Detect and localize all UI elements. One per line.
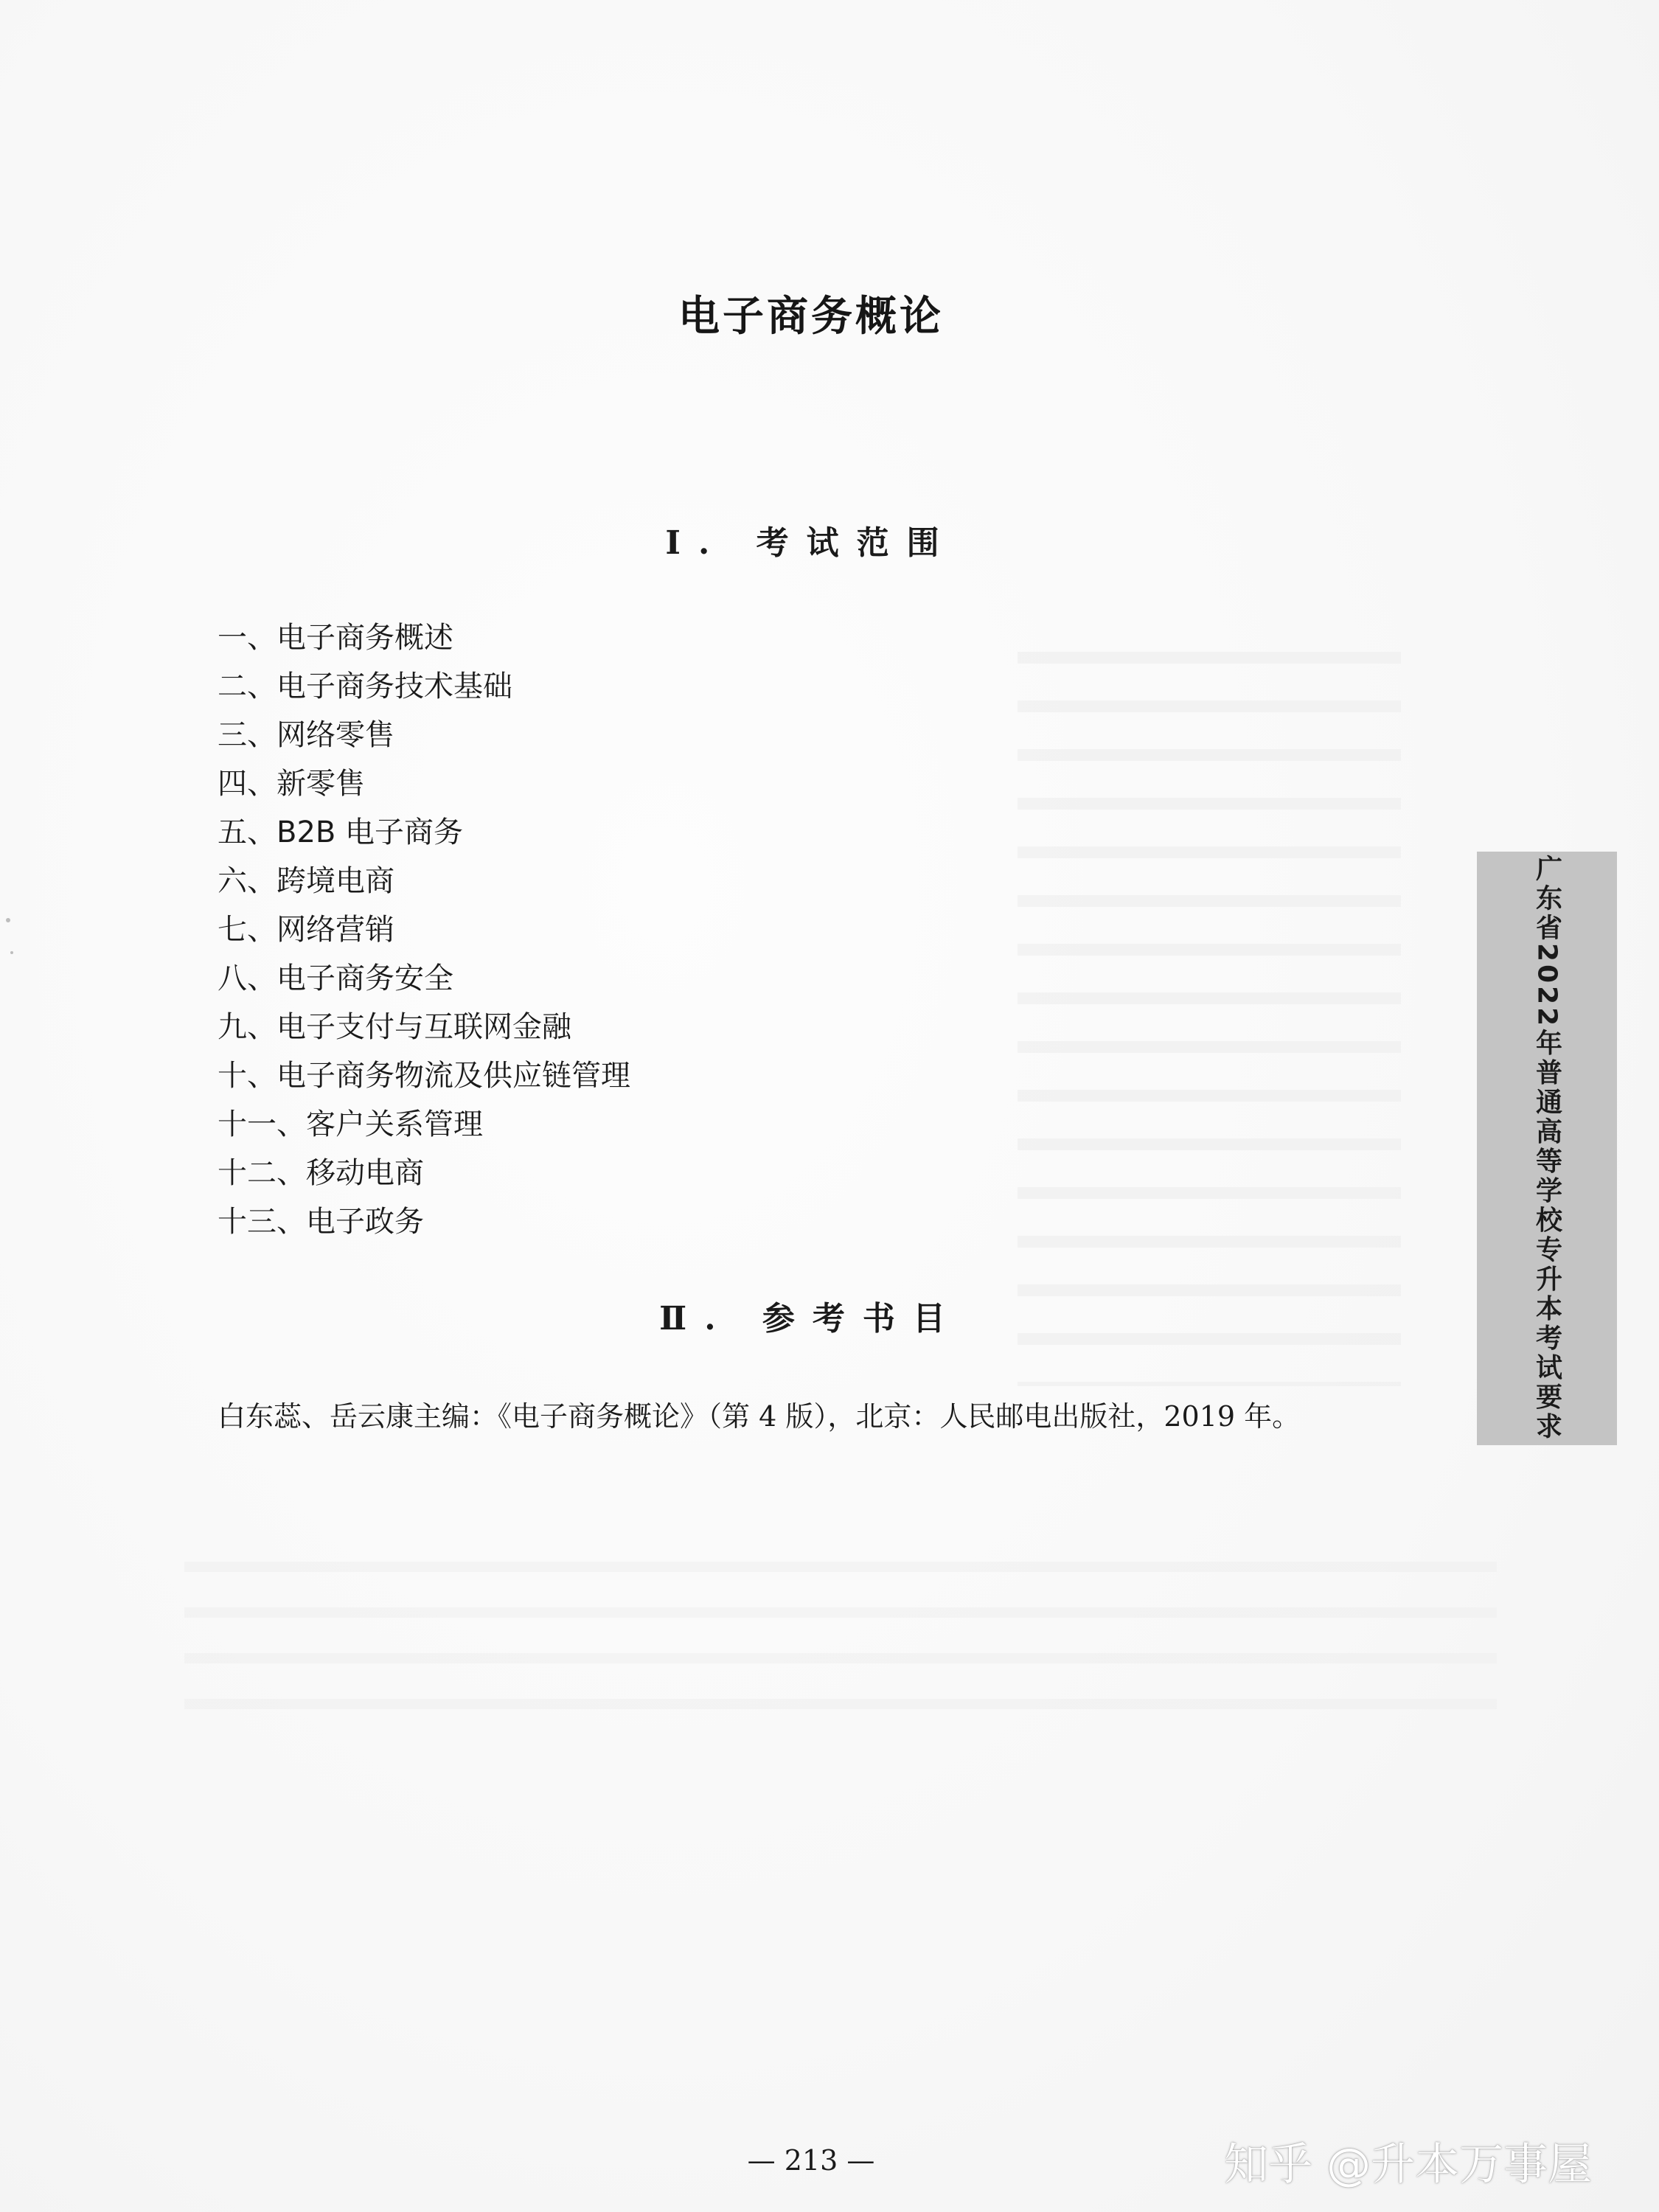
scope-list (218, 613, 630, 1246)
list-item: 十一、客户关系管理 (218, 1107, 483, 1141)
side-tab-label: 广东省2022年普通高等学校专升本考试要求 (1531, 855, 1562, 1442)
section-heading-scope: Ⅰ. 考试范围 (665, 524, 957, 562)
list-item: 二、电子商务技术基础 (218, 669, 512, 703)
reference-entry: 白东蕊、岳云康主编：《电子商务概论》（第 4 版），北京：人民邮电出版社，2019 年。 (218, 1400, 1301, 1433)
watermark: 知乎 @升本万事屋 (1224, 2139, 1593, 2191)
list-item: 六、跨境电商 (218, 864, 394, 898)
scan-speck (10, 951, 13, 954)
list-item: 九、电子支付与互联网金融 (218, 1010, 571, 1044)
page-number: — 213 — (747, 2144, 875, 2177)
list-item: 七、网络营销 (218, 913, 394, 947)
bleed-through-text (1018, 619, 1401, 1386)
section-heading-references: Ⅱ. 参考书目 (659, 1300, 963, 1338)
list-item: 十三、电子政务 (218, 1205, 424, 1239)
bleed-through-text (184, 1534, 1497, 1718)
list-item: 五、B2B 电子商务 (218, 815, 464, 849)
list-item: 十、电子商务物流及供应链管理 (218, 1059, 630, 1093)
list-item: 十二、移动电商 (218, 1156, 424, 1190)
list-item: 四、新零售 (218, 767, 365, 801)
list-item: 八、电子商务安全 (218, 961, 453, 995)
side-tab (1477, 852, 1617, 1445)
page-title: 电子商务概论 (678, 293, 944, 341)
list-item: 一、电子商务概述 (218, 621, 453, 655)
list-item: 三、网络零售 (218, 718, 394, 752)
scan-speck (6, 918, 10, 922)
